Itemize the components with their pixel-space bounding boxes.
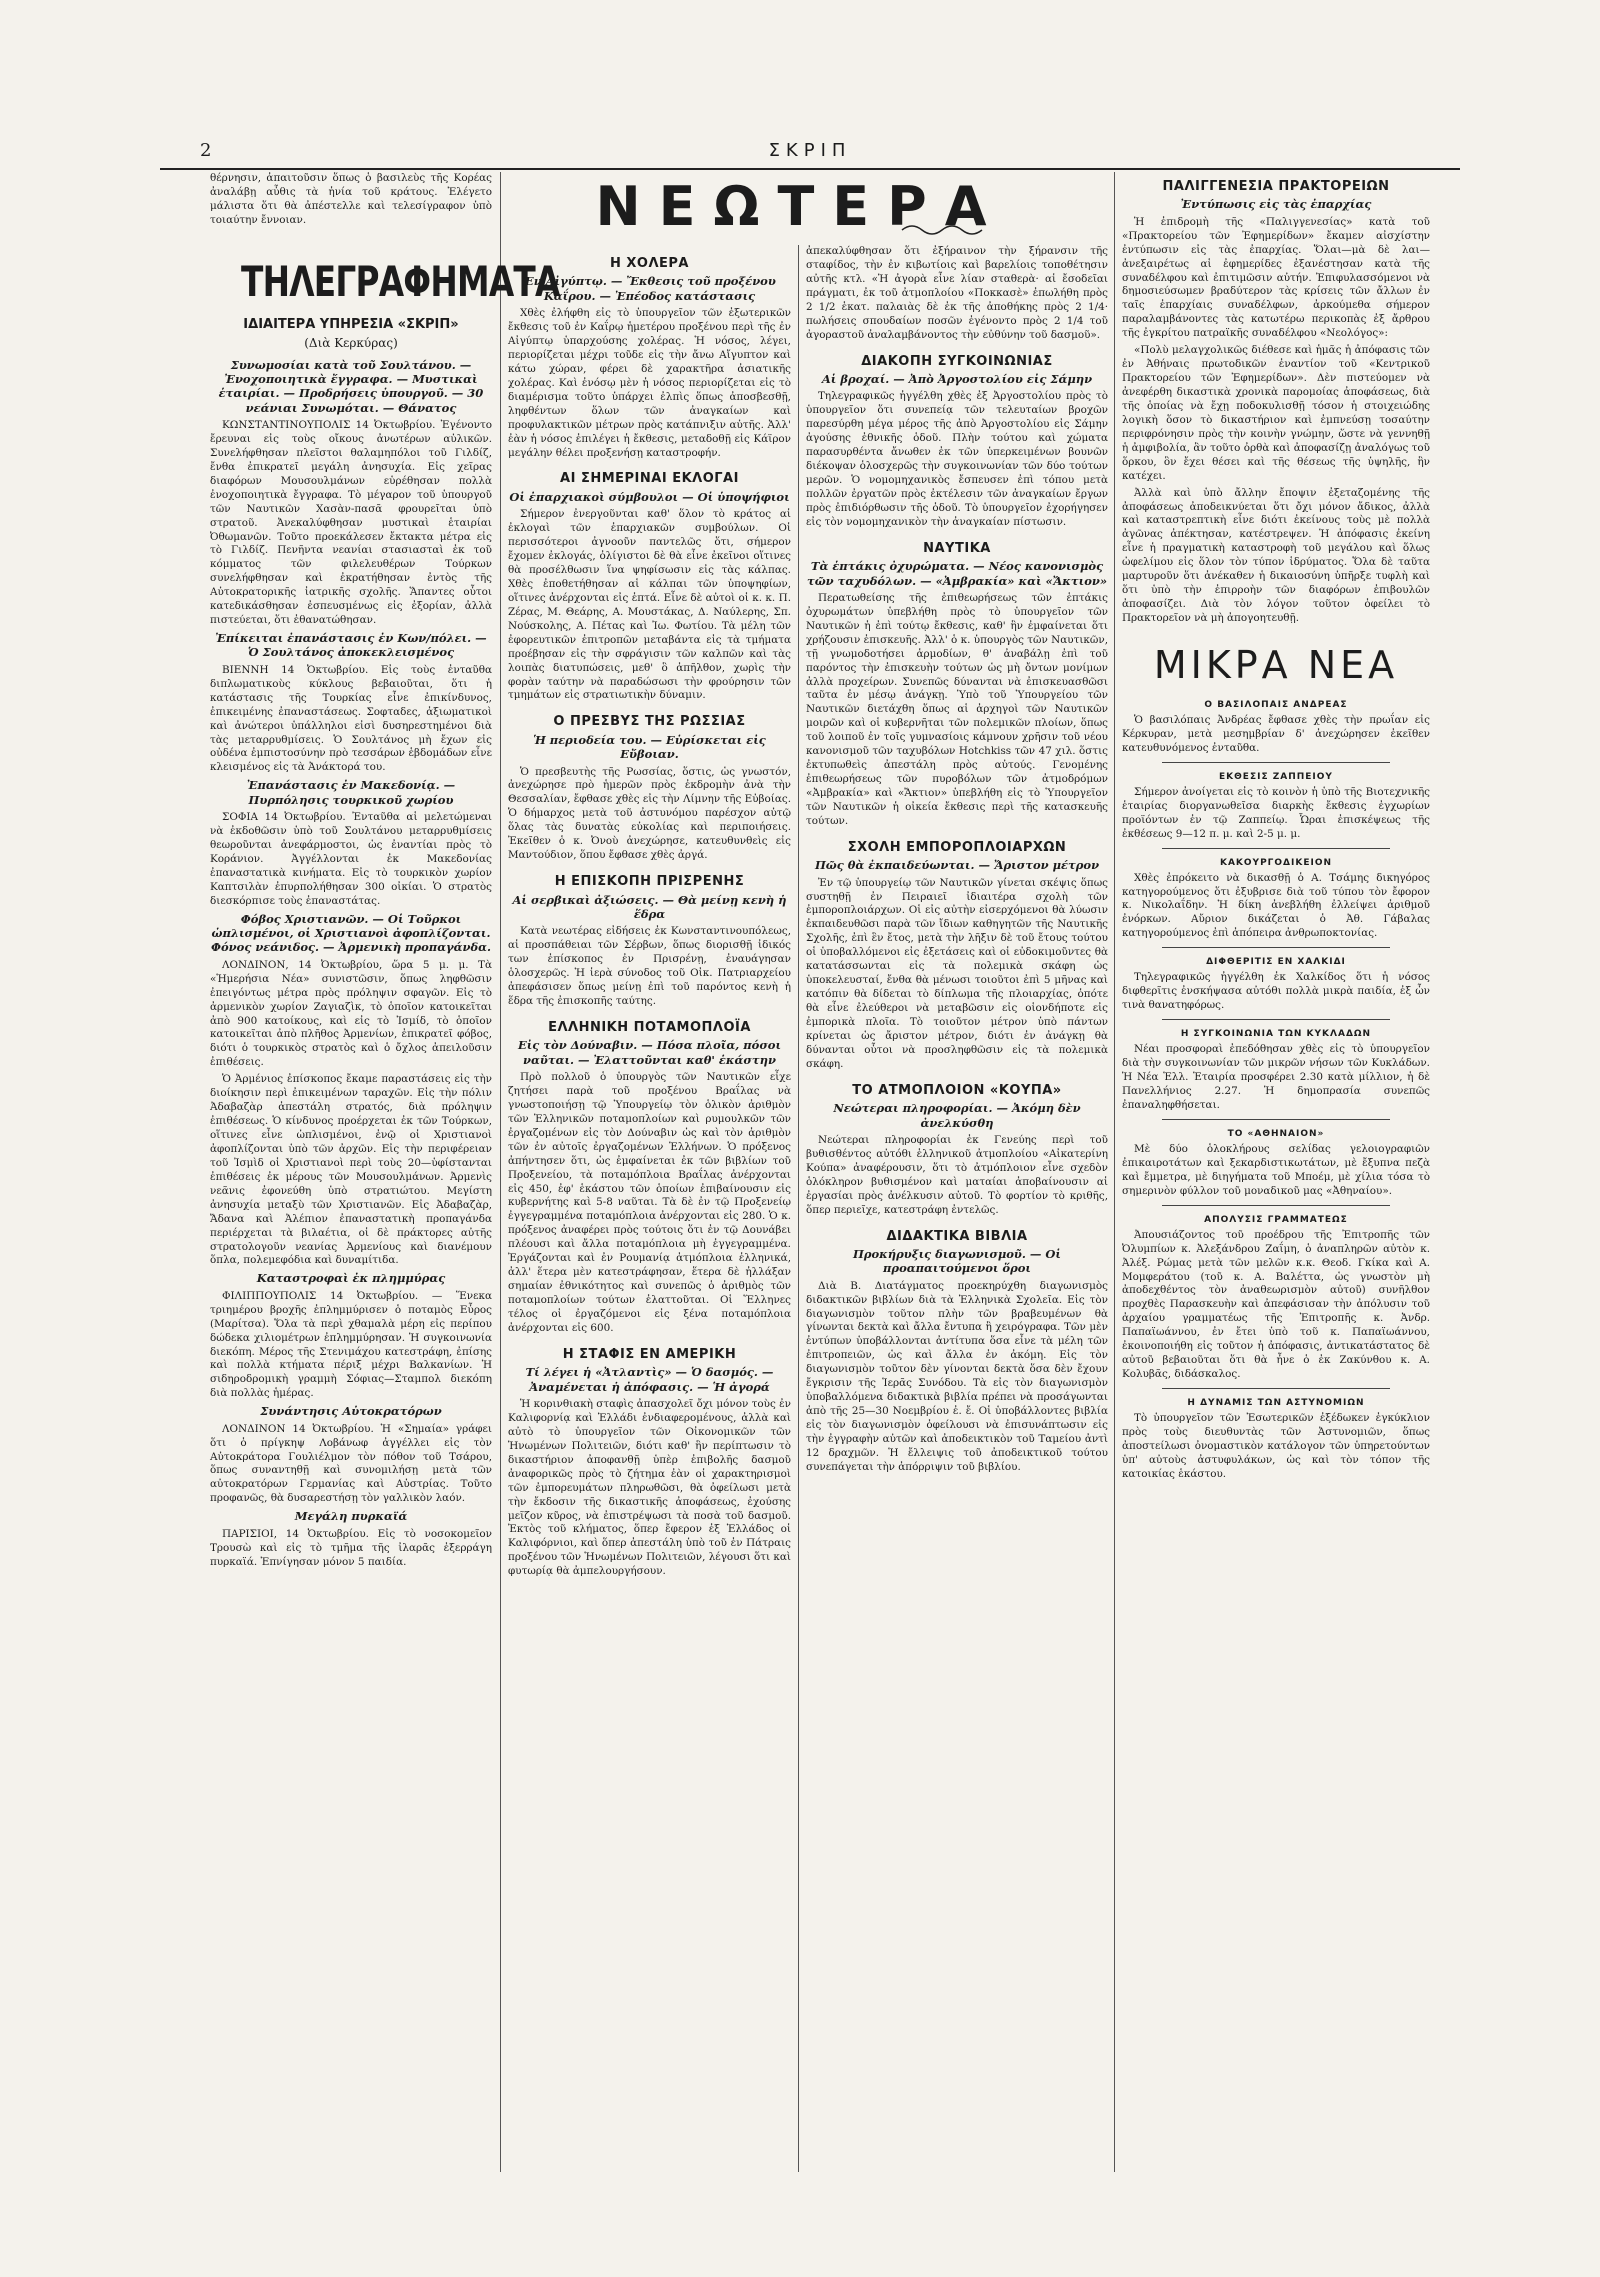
news-item-heading: Η ΔΥΝΑΜΙΣ ΤΩΝ ΑΣΤΥΝΟΜΙΩΝ bbox=[1187, 1398, 1365, 1409]
article-heading: ΔΙΔΑΚΤΙΚΑ ΒΙΒΛΙΑ bbox=[886, 1228, 1028, 1244]
article-subhead: Προκήρυξις διαγωνισμοῦ. — Οἱ προαπαιτούμενοι ὅροι bbox=[853, 1246, 1061, 1276]
news-item-heading: ΕΚΘΕΣΙΣ ΖΑΠΠΕΙΟΥ bbox=[1219, 771, 1333, 782]
intro-paragraph: θέρνησιν, ἀπαιτοῦσιν ὅπως ὁ βασιλεὺς τῆς Κορέας ἀναλάβῃ αὖθις τὰ ἡνία τοῦ κράτους. Ἐλέγετο μάλιστα ὅτι θὰ ἀπέστελλε καὶ τελεσίγραφον ὑπὸ τοιαύτην ἔννοιαν. bbox=[210, 172, 492, 226]
news-item-body: Σήμερον ἀνοίγεται εἰς τὸ κοινὸν ἡ ὑπὸ τῆς Βιοτεχνικῆς ἑταιρίας διοργανωθεῖσα διαρκὴς ἔκθεσις ἐγχωρίων προϊόντων ἐν τῷ Ζαππείῳ. Ὧραι ἐπισκέψεως τῆς ἐκθέσεως 9—12 π. μ. καὶ 2-5 μ. μ. bbox=[1122, 785, 1430, 840]
column-divider bbox=[798, 245, 799, 2172]
article-body: Ἐν τῷ ὑπουργείῳ τῶν Ναυτικῶν γίνεται σκέψις ὅπως συστηθῇ ἐν Πειραιεῖ ἰδιαιτέρα σχολὴ τῶν ἐμποροπλοιάρχων. Οἱ εἰς αὐτὴν εἰσερχόμενοι θὰ λύωσιν ἐκπαιδευθῶσι παρὰ τῶν ἴδιων καθηγητῶν τῆς Ναυτικῆς Σχολῆς, ἐπὶ ἓν ἔτος, μετὰ τὴν λῆξιν δὲ τοῦ ἔτους τούτου οἱ ὑποβαλλόμενοι εἰς ἐξετάσεις καὶ οἱ εὐδοκιμοῦντες θὰ κατατάσσωνται εἰς τὰ πολεμικὰ σκάφη ὡς ὑποκελευσταί, ἔνθα θὰ μένωσι τοιοῦτοι ἐπὶ 5 μῆνας καὶ κατόπιν θὰ δίδεται τὸ δίπλωμα τῆς πλοιαρχίας, ὁπότε θὰ εἶνε ἐλεύθεροι νὰ μεταβῶσιν εἰς οἱονδήποτε εἰς ἐμπορικὰ πλοῖα. Τὸ τοιοῦτον μέτρον ὑπὸ πάντων κρίνεται ὡς ἄριστον μέτρον, διότι ἐν ἀνάγκῃ θὰ δύνανται οὗτοι νὰ προσληφθῶσιν εἰς τὰ πολεμικὰ σκάφη. bbox=[806, 876, 1108, 1070]
masthead: ΣΚΡΙΠ bbox=[768, 140, 852, 161]
article-body: «Πολὺ μελαγχολικῶς διέθεσε καὶ ἡμᾶς ἡ ἀπόφασις τῶν ἐν Ἀθήναις πρωτοδικῶν ἐναντίον τοῦ «Κεντρικοῦ Πρακτορείου τῶν Ἐφημερίδων». Δὲν πιστεύομεν νὰ ἀνεφέρθη δικαστικὰ χρονικὰ παρομοίας ἀποφάσεως, διὰ τῆς ὁποίας νὰ ἔχῃ ποδοκυλισθῇ τόσον ἡ στοιχειώδης λογικὴ ὅσον τὸ δικαστήριον καὶ ἐμπνεύσῃ τοσαύτην περιφρόνησιν πρὸς τὴν κοινὴν γνώμην, ὥστε νὰ γεννηθῇ ἡ ἀμφιβολία, ἂν τοῦτο ὀρθὰ καὶ ἀποφασίζῃ ἀναλόγως τοῦ ὅρκου, ὃν ἔχει θέσει καὶ τῆς θέσεως τῆς ὑψηλῆς, ἣν κατέχει. bbox=[1122, 344, 1430, 482]
article-body: Περατωθείσης τῆς ἐπιθεωρήσεως τῶν ἑπτάκις ὀχυρωμάτων ὑπεβλήθη πρὸς τὸ ὑπουργεῖον τῶν Ναυτικῶν ἡ ἐπὶ τούτῳ ἔκθεσις, καθ' ἣν ἐμφαίνεται ὅτι χρήζουσιν ἐπισκευῆς. Ἀλλ' ὁ κ. ὑπουργὸς τῶν Ναυτικῶν, τῇ γνωμοδοτήσει ἁρμοδίων, θ' ἀναβάλῃ ἐπὶ τοῦ παρόντος τὴν ἐπισκευὴν τούτων ὡς μὴ ὄντων μονίμων ἀλλὰ προχείρων. Συνεπῶς δύνανται νὰ ἐπισκευασθῶσι ταῦτα ἐν μέσῳ ἀνάγκῃ. Ὑπὸ τοῦ Ὑπουργείου τῶν Ναυτικῶν διετάχθη ὅπως αἱ ἀρχηγοὶ τῶν Ναυτικῶν μοιρῶν καὶ οἱ κυβερνῆται τῶν πολεμικῶν πλοίων, ὅπως τοῦ λοιποῦ ἐν τοῖς γυμνασίοις κάμνουν χρῆσιν τοῦ νέου κανονισμοῦ τῶν ταχυβόλων Hotchkiss τῶν 47 χιλ. ὅστις ἐκτυπωθεὶς ἀπεστάλη πρὸς αὐτούς. Γενομένης ἐπιθεωρήσεως τῶν πυροβόλων τῶν ἀτμοδρόμων «Ἀμβρακία» καὶ «Ἄκτιον» ὑπεβλήθη εἰς τὸ Ὑπουργεῖον τῶν Ναυτικῶν ἡ οἰκεία ἔκθεσις περὶ τῆς κατασκευῆς τούτων. bbox=[806, 591, 1108, 827]
column-telegrams bbox=[210, 172, 560, 2172]
page-number: 2 bbox=[200, 140, 212, 161]
column-agencies-small-news bbox=[1122, 172, 1430, 2172]
article-subhead: Νεώτεραι πληροφορίαι. — Ἀκόμη δὲν ἀνελκύσθη bbox=[833, 1101, 1081, 1130]
separator bbox=[1162, 848, 1390, 849]
article-body: ΚΩΝΣΤΑΝΤΙΝΟΥΠΟΛΙΣ 14 Ὀκτωβρίου. Ἐγένοντο ἔρευναι εἰς τοὺς οἴκους ἀνωτέρων αὐλικῶν. Συνελήφθησαν πλεῖστοι θαλαμηπόλοι τοῦ Γιλδίζ, ἔνθα ἐπικρατεῖ μεγάλη ἀνησυχία. Εἰς χεῖρας διαφόρων Μουσουλμάνων εὑρέθησαν πολλὰ ἐνοχοποιητικὰ ἔγγραφα. Τὸ μέγαρον τοῦ ὑπουργοῦ τῶν Ναυτικῶν Χασὰν-πασᾶ φρουρεῖται ὑπὸ στρατοῦ. Ἀνεκαλύφθησαν μυστικαὶ ἑταιρίαι Ὀθωμανῶν. Τοῦτο προεκάλεσεν ἔκτακτα μέτρα εἰς τὸ Γιλδίζ. Πενῆντα νεανίαι στασιασταὶ ἐκ τοῦ κόμματος τῶν φιλελευθέρων Τούρκων συνελήφθησαν καὶ ἐκρατήθησαν ἐντὸς τῆς Αὐτοκρατορικῆς ἰατρικῆς σχολῆς. Ἅπαντες οὗτοι κατεδικάσθησαν ἐσπευσμένως εἰς ἐξορίαν, ἀλλὰ πιστεύεται, ὅτι ἐθανατώθησαν. bbox=[210, 419, 492, 627]
article-heading: ΝΑΥΤΙΚΑ bbox=[923, 540, 991, 556]
page-header bbox=[160, 140, 1460, 170]
article-body: Κατὰ νεωτέρας εἰδήσεις ἐκ Κωνσταντινουπόλεως, αἱ προσπάθειαι τῶν Σέρβων, ὅπως διορισθῇ ἰδικός των ἐπίσκοπος ἐν Πρισρένῃ, ἐναυάγησαν ὁλοσχερῶς. Ἡ ἱερὰ σύνοδος τοῦ Οἰκ. Πατριαρχείου ἀπεφάσισεν ὅπως μείνῃ ἐπὶ τοῦ παρόντος κενὴ ἡ ἕδρα τῆς ἐπισκοπῆς ταύτης. bbox=[508, 925, 791, 1007]
article-heading: ΠΑΛΙΓΓΕΝΕΣΙΑ ΠΡΑΚΤΟΡΕΙΩΝ bbox=[1162, 179, 1390, 194]
news-item-body: Μὲ δύο ὁλοκλήρους σελίδας γελοιογραφιῶν ἐπικαιροτάτων καὶ ξεκαρδιστικωτάτων, μὲ ἔξυπνα πεζὰ καὶ ἔμμετρα, μὲ διηγήματα τοῦ Μποέμ, μὲ χίλια τόσα τὸ σημερινὸν φύλλον τοῦ μοναδικοῦ μας «Ἀθηναίου». bbox=[1122, 1142, 1430, 1197]
article-subhead: Εἰς τὸν Δούναβιν. — Πόσα πλοῖα, πόσοι ναῦται. — Ἐλαττοῦνται καθ' ἑκάστην bbox=[517, 1038, 782, 1067]
article-heading: Ο ΠΡΕΣΒΥΣ ΤΗΣ ΡΩΣΣΙΑΣ bbox=[553, 714, 746, 730]
article-body: ΣΟΦΙΑ 14 Ὀκτωβρίου. Ἐνταῦθα αἱ μελετώμεναι νὰ ἐκδοθῶσιν ὑπὸ τοῦ Σουλτάνου μεταρρυθμίσεις θεωροῦνται ἀνεφάρμοστοι, ὡς ἐναντίαι πρὸς τὸ Κοράνιον. Ἀγγέλλονται ἐκ Μακεδονίας ἐπαναστατικὰ κινήματα. Εἰς τὸ τουρκικὸν χωρίον Καπτσιλὰν ἐπυρπολήθησαν 300 οἰκίαι. Ὁ στρατὸς διεσκόρπισε τοὺς ἐπαναστάτας. bbox=[210, 811, 492, 907]
article-heading: ΤΟ ΑΤΜΟΠΛΟΙΟΝ «ΚΟΥΠΑ» bbox=[852, 1082, 1062, 1098]
telegrams-via: (Διὰ Κερκύρας) bbox=[304, 336, 398, 351]
news-item-heading: ΤΟ «ΑΘΗΝΑΙΟΝ» bbox=[1227, 1128, 1325, 1139]
article-subhead: Ἐπανάστασις ἐν Μακεδονίᾳ. — Πυρπόλησις τουρκικοῦ χωρίου bbox=[246, 778, 456, 807]
telegrams-title: ΤΗΛΕΓΡΑΦΗΜΑΤΑ bbox=[241, 256, 560, 306]
article-subhead: Ἐντύπωσις εἰς τὰς ἐπαρχίας bbox=[1180, 197, 1372, 212]
news-item-body: Τὸ ὑπουργεῖον τῶν Ἐσωτερικῶν ἐξέδωκεν ἐγκύκλιον πρὸς τοὺς διευθυντὰς τῶν Ἀστυνομιῶν, ὅπως ἀποστείλωσι ὀνομαστικὸν κατάλογον τῶν ὑπηρετούντων ὑπ' αὐτοὺς ἀστυφυλάκων, ὡς καὶ τὸν τόπον τῆς κατοικίας ἑκάστου. bbox=[1122, 1412, 1430, 1480]
article-body: ἀπεκαλύφθησαν ὅτι ἐξήραινον τὴν ξήρανσιν τῆς σταφίδος, τὴν ἐν κιβωτίοις καὶ βαρελίοις τοποθέτησιν αὐτῆς κτλ. «Ἡ ἀγορὰ εἶνε λίαν σταθερὰ· αἱ ἔσοδεῖαι πράγματι, ἐκ τοῦ ἀτμοπλοίου «Ποκκασὲ» ἐπωλήθη πρὸς 2 1/2 ἑκατ. παλαιὰς δὲ ἐκ τῆς ἀποθήκης πρὸς 2 1/4· πωλήσεις σπουδαίων ποσῶν ἐγένοντο πρὸς 2 1/4 τοῦ ἀγοραστοῦ ἀναλαμβάνοντος τὴν εὐθύνην τοῦ δασμοῦ». bbox=[806, 245, 1108, 341]
article-heading: ΑΙ ΣΗΜΕΡΙΝΑΙ ΕΚΛΟΓΑΙ bbox=[560, 471, 739, 487]
article-subhead: Συνάντησις Αὐτοκρατόρων bbox=[260, 1404, 442, 1419]
column-divider bbox=[500, 172, 501, 2172]
article-body: ΛΟΝΔΙΝΟΝ 14 Ὀκτωβρίου. Ἡ «Σημαία» γράφει ὅτι ὁ πρίγκηψ Λοβάνωφ ἀγγέλλει εἰς τὸν Αὐτοκράτορα Γουλιέλμον τὸν πόθον τοῦ Τσάρου, ὅπως συναντηθῇ καὶ συνομιλήσῃ μετὰ τῶν αὐτοκρατόρων Γερμανίας καὶ Αὐστρίας. Τοῦτο προφανῶς, θὰ δυσαρεστήσῃ τὸν γαλλικὸν λαόν. bbox=[210, 1422, 492, 1505]
article-body: ΦΙΛΙΠΠΟΥΠΟΛΙΣ 14 Ὀκτωβρίου. — Ἕνεκα τριημέρου βροχῆς ἐπλημμύρισεν ὁ ποταμὸς Εὖρος (Μαρίτσα). Ὅλα τὰ περὶ χθαμαλὰ μέρη εἰς περίπου δώδεκα χιλιομέτρων ἐπλημμύρησαν. Ἡ συγκοινωνία διεκόπη. Μέρος τῆς Στενιμάχου κατεστράφη, ἐπίσης καὶ πολλὰ κτήματα πέριξ μέχρι Βαλκανίων. Ἡ σιδηροδρομικὴ γραμμὴ Σόφιας—Σταμπολ διεκόπη διὰ πολλὰς ἡμέρας. bbox=[210, 1289, 492, 1400]
neotera-banner: ΝΕΩΤΕΡΑ bbox=[595, 175, 1005, 238]
separator bbox=[1162, 762, 1390, 763]
column-divider bbox=[1114, 172, 1115, 2172]
column-news-b bbox=[806, 245, 1108, 2172]
article-heading: Η ΕΠΙΣΚΟΠΗ ΠΡΙΣΡΕΝΗΣ bbox=[554, 874, 745, 890]
news-item-heading: Ο ΒΑΣΙΛΟΠΑΙΣ ΑΝΔΡΕΑΣ bbox=[1204, 699, 1348, 710]
article-subhead: Φόβος Χριστιανῶν. — Οἱ Τοῦρκοι ὡπλισμένοι, οἱ Χριστιανοὶ ἀφοπλίζονται. Φόνος νεάνιδος. — Ἀρμενικὴ προπαγάνδα. bbox=[210, 911, 491, 955]
article-body: Ἡ ἐπιδρομὴ τῆς «Παλιγγενεσίας» κατὰ τοῦ «Πρακτορείου τῶν Ἐφημερίδων» ἔκαμεν αἰσχίστην ἐντύπωσιν εἰς τὰς ἐπαρχίας. Ὅλαι—μὰ δὲ λαι—ἀνεξαιρέτως αἱ ἐφημερίδες ἐξανέστησαν κατὰ τῆς συναδέλφου καὶ ἐπιτιμῶσιν αὐτήν. Ἐπιφυλασσόμενοι νὰ δημοσιεύσωμεν βραδύτερον τὰς κρίσεις τῶν ἄλλων ἐν ταῖς ἐπαρχίαις συναδέλφων, ἀρκούμεθα σήμερον παραλαμβάνοντες τὰς κατωτέρω περικοπὰς ἐξ ἄρθρου τῆς ἐγκρίτου πατραϊκῆς συναδέλφου «Νεολόγος»: bbox=[1122, 215, 1430, 340]
article-heading: ΔΙΑΚΟΠΗ ΣΥΓΚΟΙΝΩΝΙΑΣ bbox=[861, 353, 1053, 369]
article-body: Τηλεγραφικῶς ἠγγέλθη χθὲς ἐξ Ἀργοστολίου πρὸς τὸ ὑπουργεῖον ὅτι συνεπείᾳ τῶν τελευταίων βροχῶν παρεσύρθη μέγα μέρος τῆς ἀπὸ Ἀργοστολίου εἰς Σάμην ἀγούσης ἐθνικῆς ὁδοῦ. Πλὴν τούτου καὶ χώματα παρασυρθέντα ἄνωθεν ἐκ τῶν ὑπερκειμένων βουνῶν διέκοψαν ὁλοσχερῶς τὴν συγκοινωνίαν τῶν δύο τούτων μερῶν. Ὁ νομομηχανικὸς ἔσπευσεν ἐπὶ τόπου μετὰ πολλῶν ἐργατῶν πρὸς ἐκτέλεσιν τῶν ἀναγκαίων ἔργων πρὸς ἐπιδιόρθωσιν τῆς ὁδοῦ. Τὸ ὑπουργεῖον ἐχορήγησεν εἰς τὸν νομομηχανικὸν τὴν ἀναγκαίαν πίστωσιν. bbox=[806, 390, 1108, 528]
article-body: Ἀλλὰ καὶ ὑπὸ ἄλλην ἔποψιν ἐξεταζομένης τῆς ἀποφάσεως ἀποδεικνύεται ὅτι ὄχι μόνον ἄδικος, ἀλλὰ καὶ καταστρεπτικὴ εἶνε διότι ἐκείνους τοὺς μὲ πολλὰ ἀγῶνας ἀπέκτησαν, κατέστρεψεν. Ἡ ἀπόφασις ἐκείνη εἶνε ἡ πραγματικὴ καταστροφὴ τοῦ μεγάλου καὶ ὅλως ὠφελίμου εἰς ὅλον τὸν τύπον ἱδρύματος. Ὅλα δὲ ταῦτα μαρτυροῦν ὅτι ἀνέκαθεν ἡ δικαιοσύνη ὑπῆρξε τυφλὴ καὶ ὅτι ὑπὸ τὴν ἐπιρροὴν τῶν διαφόρων ἐπιβουλῶν ἀποφασίζει. Διὰ τὸν λόγον τοῦτον ὀφείλει τὸ Πρακτορεῖον νὰ μὴ ἀπογοητευθῇ. bbox=[1122, 486, 1430, 625]
news-item-heading: ΔΙΦΘΕΡΙΤΙΣ ΕΝ ΧΑΛΚΙΔΙ bbox=[1206, 957, 1346, 968]
separator bbox=[1162, 947, 1390, 948]
article-body: Χθὲς ἐλήφθη εἰς τὸ ὑπουργεῖον τῶν ἐξωτερικῶν ἔκθεσις τοῦ ἐν Καΐρῳ ἡμετέρου προξένου περὶ τῆς ἐν Αἰγύπτῳ ὑπαρχούσης χολέρας. Ἡ νόσος, λέγει, περιορίζεται μέχρι τοῦδε εἰς τὴν ἄνω Αἴγυπτον καὶ κάτω χώραν, φέρει δὲ χαρακτῆρα ἀσιατικῆς χολέρας. Καὶ ἐνόσῳ μὲν ἡ νόσος περιορίζεται εἰς τὸ διαμέρισμα τοῦτο ὑπάρχει ἐλπὶς ὅπως ἀποσβεσθῇ, ληφθέντων ὅλων τῶν ἀναγκαίων καὶ προφυλακτικῶν μέτρων πρὸς κατάπνιξιν αὐτῆς. Ἀλλ' ἐὰν ἡ νόσος ἐπιλέγει ἡ ἔκθεσις, μεταδοθῇ εἰς Κάϊρον μεγάλην θέλει προξενήσῃ καταστροφήν. bbox=[508, 307, 791, 459]
news-item-body: Ὁ βασιλόπαις Ἀνδρέας ἔφθασε χθὲς τὴν πρωΐαν εἰς Κέρκυραν, μετὰ μεσημβρίαν δ' ἀνεχώρησεν ἐκεῖθεν κατευθυνόμενος ἐνταῦθα. bbox=[1122, 713, 1430, 754]
article-body: ΠΑΡΙΣΙΟΙ, 14 Ὀκτωβρίου. Εἰς τὸ νοσοκομεῖον Τρουσὼ καὶ εἰς τὸ τμῆμα τῆς ἰλαρᾶς ἐξερράγη πυρκαϊά. Ἐπνίγησαν μόνον 5 παιδία. bbox=[210, 1527, 492, 1568]
article-subhead: Τὰ ἑπτάκις ὀχυρώματα. — Νέος κανονισμὸς τῶν ταχυδόλων. — «Ἀμβρακία» καὶ «Ἄκτιον» bbox=[806, 559, 1108, 588]
header-rule bbox=[160, 168, 1460, 170]
separator bbox=[1162, 1388, 1390, 1389]
article-subhead: Αἱ σερβικαὶ ἀξιώσεις. — Θὰ μείνῃ κενὴ ἡ ἕδρα bbox=[512, 892, 787, 921]
article-subhead: Αἱ βροχαί. — Ἀπὸ Ἀργοστολίου εἰς Σάμην bbox=[821, 371, 1093, 386]
article-heading: ΣΧΟΛΗ ΕΜΠΟΡΟΠΛΟΙΑΡΧΩΝ bbox=[847, 839, 1067, 855]
small-news-title: ΜΙΚΡΑ ΝΕΑ bbox=[1153, 642, 1399, 687]
article-subhead: Ἡ περιοδεία του. — Εὑρίσκεται εἰς Εὔβοιαν. bbox=[533, 732, 766, 762]
ornament-squiggle bbox=[900, 222, 990, 236]
separator bbox=[1162, 1205, 1390, 1206]
column-news-a bbox=[508, 245, 791, 2172]
article-heading: Η ΧΟΛΕΡΑ bbox=[609, 256, 689, 271]
article-body: Νεώτεραι πληροφορίαι ἐκ Γενεύης περὶ τοῦ βυθισθέντος αὐτόθι ἑλληνικοῦ ἀτμοπλοίου «Αἰκατερίνη Κούπα» ἀναφέρουσιν, ὅτι τὸ ἀτμόπλοιον εἶνε σχεδὸν ὁλόκληρον βυθισμένον καὶ ματαίαι ἀποβαίνουσιν αἱ ἐργασίαι πρὸς ἀνέλκυσιν αὐτοῦ. Τὸ φορτίον τὸ κριθῆς, ὅπερ περιεῖχε, κατεστράφη ἐντελῶς. bbox=[806, 1133, 1108, 1216]
separator bbox=[1162, 1019, 1390, 1020]
article-subhead: Ἐν Αἰγύπτῳ. — Ἔκθεσις τοῦ προξένου Καΐρου. — Ἐπέοδος κατάστασις bbox=[523, 274, 776, 303]
telegrams-service: ΙΔΙΑΙΤΕΡΑ ΥΠΗΡΕΣΙΑ «ΣΚΡΙΠ» bbox=[243, 317, 459, 333]
article-body: Διὰ Β. Διατάγματος προεκηρύχθη διαγωνισμὸς διδακτικῶν βιβλίων διὰ τὰ Ἑλληνικὰ Σχολεῖα. Εἰς τὸν διαγωνισμὸν τοῦτον πλὴν τῶν βραβευμένων θὰ γίνωνται δεκτὰ καὶ ἄλλα ἔντυπα ἢ χειρόγραφα. Τῶν μὲν ἐντύπων ὑποβάλλονται ἀντίτυπα ὅσα εἶνε τὰ μέλη τῶν ἐπιτροπειῶν, ὡς καὶ ἄλλα ἐν ἀκόμη. Εἰς τὸν διαγωνισμὸν τοῦτον δὲν γίνονται δεκτὰ ὅσα δὲν ἔχουν ἔγκρισιν τῆς Ἱερᾶς Συνόδου. Τὰ εἰς τὸν διαγωνισμὸν ὑποβαλλόμενα διδακτικὰ βιβλία πρέπει νὰ προσάγωνται ἀπὸ τῆς 25—30 Νοεμβρίου ἐ. ἔ. Οἱ ὑποβάλλοντες βιβλία εἰς τὸν διαγωνισμὸν ὀφείλουσι νὰ ἐπισυνάπτωσιν εἰς τὴν ἐγγραφὴν αὐτῶν καὶ ἀποδεικτικὸν τοῦ Ταμείου ἀντὶ 12 δραχμῶν. Ἡ ἔλλειψις τοῦ ἀποδεικτικοῦ τούτου συνεπάγεται τὴν ἀπόρριψιν τοῦ βιβλίου. bbox=[806, 1279, 1108, 1473]
news-item-body: Ἀπουσιάζοντος τοῦ προέδρου τῆς Ἐπιτροπῆς τῶν Ὀλυμπίων κ. Ἀλεξάνδρου Ζαΐμη, ὁ ἀναπληρῶν αὐτὸν κ. Ἀλέξ. Ρώμας μετὰ τῶν μελῶν κ.κ. Θεοδ. Γκίκα καὶ Α. Μομφεράτου (τοῦ κ. Α. Βαλέττα, ὡς γνωστὸν μὴ ἀποδεχθέντος τὸν ἀναθεωρισμὸν αὐτοῦ) συνῆλθον προχθὲς Παρασκευὴν καὶ ἀπεφάσισαν τὴν ἀπόλυσιν τοῦ ἀρχαίου γραμματέως τῆς Ἐπιτροπῆς κ. Ἀνδρ. Παπαϊωάννου, ἐν ἔτει ὑπὸ τοῦ κ. Παπαϊωάννου, ἐκοινοποιήθη εἰς τοῦτον ἡ ἀπόφασις, ἀντικατάστατος δὲ αὐτοῦ βεβαιοῦται ὅτι θὰ ἦνε ὁ ἐκ Ζακύνθου κ. Α. Κολυβᾶς, διδάσκαλος. bbox=[1122, 1228, 1430, 1381]
article-body: Ἡ κορινθιακὴ σταφὶς ἀπασχολεῖ ὄχι μόνον τοὺς ἐν Καλιφορνίᾳ καὶ Ἑλλάδι ἐνδιαφερομένους, ἀλλὰ καὶ αὐτὸ τὸ ὑπουργεῖον τῶν Οἰκονομικῶν τῶν Ἡνωμένων Πολιτειῶν, διότι καθ' ἣν περίπτωσιν τὸ δικαστήριον ἀποφανθῇ ὑπὲρ ἐπιβολῆς δασμοῦ ἀναφορικῶς πρὸς τὸ ζήτημα ἐὰν οἱ χαρακτηρισμοὶ τῶν ἐμπορευμάτων πληρωθῶσι, θὰ ὀφείλωσι μετὰ τὴν ἔκδοσιν τῆς δικαστικῆς ἀποφάσεως, ἐχούσης μεῖζον κῦρος, νὰ ἐπιστρέψωσι τὰ ποσὰ τοῦ δασμοῦ. Ἐκτὸς τοῦ κλήματος, ὅπερ ἔφερον ἐξ Ἑλλάδος οἱ Καλιφόρνιοι, καὶ ὅπερ ἀπεστάλη ὑπὸ τοῦ ἐν Πάτραις προξένου τῶν Ἡνωμένων Πολιτειῶν, λέγουσι ὅτι καὶ φυτωρίᾳ θὰ ἀμπελουργήσουν. bbox=[508, 1398, 791, 1578]
article-subhead: Ἐπίκειται ἐπανάστασις ἐν Κων/πόλει. — Ὁ Σουλτάνος ἀποκεκλεισμένος bbox=[215, 631, 487, 660]
article-body: ΛΟΝΔΙΝΟΝ, 14 Ὀκτωβρίου, ὥρα 5 μ. μ. Τὰ «Ἡμερήσια Νέα» συνιστῶσιν, ὅπως ληφθῶσιν ἐπειγόντως μέτρα πρὸς πρόληψιν σφαγῶν. Εἰς τὸ ἀρμενικὸν χωρίον Ζαγιαζὶκ, τὸ ὁποῖον κατοικεῖται ἀπὸ 900 κατοίκους, καὶ εἰς τὸ Ἰσμίδ, τὸ ὁποῖον κατοικεῖται ἀπὸ πλῆθος Ἀρμενίων, ἐπικρατεῖ φόβος, διότι ὁ τουρκικὸς στρατὸς καὶ ὁ ὄχλος ἀπειλοῦσιν ἐπιθέσεις. bbox=[210, 958, 492, 1069]
article-body: Πρὸ πολλοῦ ὁ ὑπουργὸς τῶν Ναυτικῶν εἶχε ζητήσει παρὰ τοῦ προξένου Βραΐλας νὰ γνωστοποιήσῃ τῷ Ὑπουργείῳ τὸν ὁλικὸν ἀριθμὸν τῶν Ἑλληνικῶν ποταμοπλοίων καὶ ρυμουλκῶν τῶν ἐργαζομένων εἰς τὸν Δούναβιν ὡς καὶ τὸν ἀριθμὸν τῶν ἐν αὐτοῖς ἐργαζομένων Ἑλλήνων. Ὁ πρόξενος ἀπήντησεν ὅτι, ὡς ἐμφαίνεται ἐκ τῶν βιβλίων τοῦ Προξενείου, τὰ ποταμόπλοια Βραΐλας ἀνέρχονται εἰς 450, ἐφ' ἑκάστου τῶν ὁποίων ἐπιβαίνουσιν εἰς κυβερνήτης καὶ 5-8 ναῦται. Τὰ δὲ ἐν τῷ Προξενείῳ ἐγγεγραμμένα ποταμόπλοια ἀνέρχονται εἰς 280. Ὁ κ. πρόξενος ἀναφέρει πρὸς τούτοις ὅτι ἐν τῷ Δουνάβει πλέουσι καὶ ἄλλα ποταμόπλοια μὴ ἐγγεγραμμένα. Ἐργάζονται καὶ ἐν Ρουμανίᾳ ἀτμόπλοια ἑλληνικά, ἀλλ' ἕτερα μὲν κατεστράφησαν, ἕτερα δὲ ἠλλάξαν σημαίαν ἐθνικότητος καὶ συνεπῶς ὁ ἀριθμὸς τῶν ποταμοπλοίων τούτων ἐλαττοῦται. Οἱ Ἕλληνες τέλος οἱ ἐργαζόμενοι εἰς ξένα ποταμόπλοια ἀνέρχονται εἰς 600. bbox=[508, 1071, 791, 1334]
article-subhead: Τί λέγει ἡ «Ἀτλαντὶς» — Ὁ δασμός. — Ἀναμένεται ἡ ἀπόφασις. — Ἡ ἀγορά bbox=[525, 1365, 774, 1394]
article-subhead: Συνωμοσίαι κατὰ τοῦ Σουλτάνου. — Ἐνοχοποιητικὰ ἔγγραφα. — Μυστικαὶ ἑταιρίαι. — Προδρήσεις ὑπουργοῦ. — 30 νεάνιαι Συνωμόται. — Θάνατος bbox=[218, 357, 484, 415]
article-body: Ὁ πρεσβευτὴς τῆς Ρωσσίας, ὅστις, ὡς γνωστόν, ἀνεχώρησε πρὸ ἡμερῶν πρὸς ἐκδρομὴν ἀνὰ τὴν Θεσσαλίαν, ἔφθασε χθὲς εἰς τὴν Λίμνην τῆς Εὐβοίας. Ὁ δήμαρχος μετὰ τοῦ ἀστυνόμου παρέσχον αὐτῷ ὅλας τὰς δυνατὰς εὐκολίας καὶ περιποιήσεις. Ἐκεῖθεν ὁ κ. Ὀνοὺ ἀνεχώρησε, κατευθυνθεὶς εἰς Μαντούδιον, ὅπου ἔφθασε χθὲς ἀργά. bbox=[508, 765, 791, 862]
article-subhead: Μεγάλη πυρκαϊά bbox=[294, 1509, 408, 1524]
news-item-body: Νέαι προσφοραὶ ἐπεδόθησαν χθὲς εἰς τὸ ὑπουργεῖον διὰ τὴν συγκοινωνίαν τῶν μικρῶν νήσων τῶν Κυκλάδων. Ἡ Νέα Ἑλλ. Ἑταιρία προσφέρει 2.30 κατὰ μίλλιον, ἡ δὲ Πανελλήνιος 2.27. Ἡ δημοπρασία συνεπῶς ἐπαναληφθήσεται. bbox=[1122, 1043, 1430, 1111]
news-item-body: Τηλεγραφικῶς ἠγγέλθη ἐκ Χαλκίδος ὅτι ἡ νόσος διφθερῖτις ἐνσκήψασα αὐτόθι πολλὰ μικρὰ παιδία, ἐξ ὧν τινὰ θανατηφόρως. bbox=[1122, 971, 1430, 1012]
article-heading: ΕΛΛΗΝΙΚΗ ΠΟΤΑΜΟΠΛΟΪΑ bbox=[548, 1019, 751, 1035]
article-body: Σήμερον ἐνεργοῦνται καθ' ὅλον τὸ κράτος αἱ ἐκλογαὶ τῶν ἐπαρχιακῶν συμβούλων. Οἱ περισσότεροι ἀγνοοῦν παντελῶς ὅτι, σήμερον ἔχομεν ἐκλογάς, ὀλίγιστοι δὲ θὰ εἶνε ἐκεῖνοι οἵτινες θὰ προσέλθωσιν ἵνα ψηφίσωσιν εἰς τὰς κάλπας. Χθὲς ἐποθετήθησαν αἱ κάλπαι τῶν ὑποψηφίων, οἵτινες ἀνέρχονται εἰς ἑπτά. Εἶνε δὲ αὐτοὶ οἱ κ. κ. Π. Ζέρας, Μ. Θεάρης, Α. Μουστάκας, Δ. Ναύλερης, Σπ. Νούσκολης, Α. Πέτας καὶ Ἰω. Φωτίου. Τὰ μέλη τῶν ἐφορευτικῶν ἐπιτροπῶν μεταβάντα εἰς τὰ τμήματα προέβησαν εἰς τὴν σφράγισιν τῶν καλπῶν καὶ τὰς λοιπὰς διατυπώσεις, μεθ' ὃ ἀπῆλθον, χωρὶς τὴν φορὰν ταύτην νὰ παραδώσωσι τὴν φρούρησιν τῶν τμημάτων εἰς στρατιωτικὴν δύναμιν. bbox=[508, 508, 791, 702]
article-body: ΒΙΕΝΝΗ 14 Ὀκτωβρίου. Εἰς τοὺς ἐνταῦθα διπλωματικοὺς κύκλους βεβαιοῦται, ὅτι ἡ κατάστασις τῆς Τουρκίας εἶνε ἐπικίνδυνος, ἐπικειμένης ἐπαναστάσεως. Σοφταδες, ἀξιωματικοὶ καὶ ἀνώτεροι ὑπάλληλοι εἰσὶ δυσηρεστημένοι διὰ τὰς μεταρρυθμίσεις. Ὁ Σουλτάνος μὴ ἔχων εἰς οὐδένα ἐμπιστοσύνην πρὸ τεσσάρων ἑβδομάδων εἶνε κλεισμένος εἰς τὰ Ἀνάκτορά του. bbox=[210, 663, 492, 774]
article-subhead: Καταστροφαὶ ἐκ πλημμύρας bbox=[256, 1271, 446, 1286]
article-subhead: Οἱ ἐπαρχιακοὶ σύμβουλοι — Οἱ ὑποψήφιοι bbox=[509, 489, 790, 504]
news-item-body: Χθὲς ἐπρόκειτο νὰ δικασθῇ ὁ Α. Τσάμης δικηγόρος κατηγορούμενος ὅτι ἐξυβρισε διὰ τοῦ τύπου τὸν ἔφορον κ. Νικολαΐδην. Ἡ δίκη ἀνεβλήθη ἐλλείψει ἀριθμοῦ ἐνόρκων. Αὔριον δικάζεται ὁ Ἀθ. Γάβαλας κατηγορούμενος ἐπὶ ἀπόπειρα ἀνθρωποκτονίας. bbox=[1122, 871, 1430, 940]
news-item-heading: ΚΑΚΟΥΡΓΟΔΙΚΕΙΟΝ bbox=[1219, 857, 1333, 868]
news-item-heading: ΑΠΟΛΥΣΙΣ ΓΡΑΜΜΑΤΕΩΣ bbox=[1204, 1214, 1348, 1225]
news-item-heading: Η ΣΥΓΚΟΙΝΩΝΙΑ ΤΩΝ ΚΥΚΛΑΔΩΝ bbox=[1180, 1029, 1372, 1040]
article-subhead: Πῶς θὰ ἐκπαιδεύωνται. — Ἄριστον μέτρον bbox=[814, 858, 1100, 873]
article-heading: Η ΣΤΑΦΙΣ ΕΝ ΑΜΕΡΙΚΗ bbox=[562, 1346, 737, 1362]
separator bbox=[1162, 1119, 1390, 1120]
article-body: Ὁ Ἀρμένιος ἐπίσκοπος ἔκαμε παραστάσεις εἰς τὴν διοίκησιν περὶ ἐπικειμένων ταραχῶν. Εἰς τὴν πόλιν Ἀδαβαζὰρ ἀπεστάλη στρατός, διὰ πρόληψιν ἐπιθέσεως. Ὁ κίνδυνος προέρχεται ἐκ τῶν Τούρκων, οἵτινες εἶνε ὡπλισμένοι, ἐνῷ οἱ Χριστιανοὶ ἀφοπλίζονται ὑπὸ τῶν ἀρχῶν. Εἰς τὴν περιφέρειαν τοῦ Ἰσμὶδ οἱ Χριστιανοὶ περὶ τοὺς 20—ὑφίστανται ἐπιθέσεις ἐκ μέρους τῶν Μουσουλμάνων. Ἀρμενὶς νεᾶνις ἐφονεύθη ὑπὸ στρατιώτου. Μεγίστη ἀνησυχία μεταξὺ τῶν Χριστιανῶν. Εἰς Ἀδαβαζὰρ, Ἄδανα καὶ Ἀλέπιον ἐπαναστατικὴ προπαγάνδα περιέρχεται τὰ βιλαέτια, οἱ δὲ πράκτορες αὐτῆς στρατολογοῦν νεανίας Ἀρμενίους καὶ διανέμουν ὅπλα, πολεμεφόδια καὶ δυναμίτιδα. bbox=[210, 1073, 492, 1267]
